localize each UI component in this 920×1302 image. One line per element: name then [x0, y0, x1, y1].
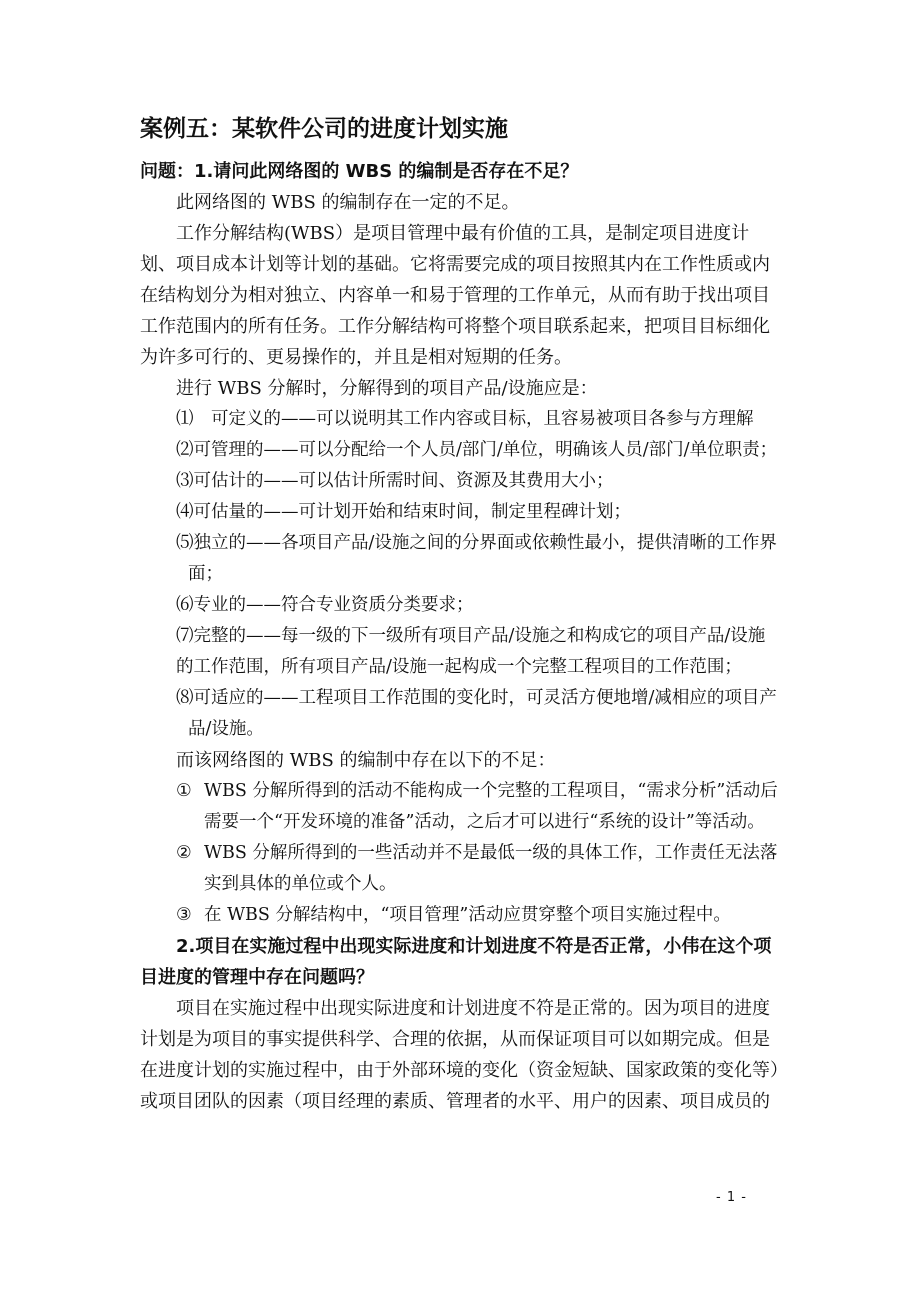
document-title: 案例五：某软件公司的进度计划实施	[140, 116, 508, 142]
question-2: 2.项目在实施过程中出现实际进度和计划进度不符是否正常，小伟在这个项目进度的管理中存在问题吗？	[140, 936, 772, 988]
criteria-item: ⑸独立的——各项目产品/设施之间的分界面或依赖性最小，提供清晰的工作界面；	[176, 533, 777, 584]
criteria-item: ⑷可估量的——可计划开始和结束时间，制定里程碑计划；	[176, 502, 631, 522]
shortcoming-item	[140, 900, 780, 931]
criteria-item: ⑺完整的——每一级的下一级所有项目产品/设施之和构成它的项目产品/设施的工作范围，所有项目产品/设施一起构成一个完整工程项目的工作范围；	[176, 626, 766, 677]
paragraph-wbs-requirements: 进行 WBS 分解时，分解得到的项目产品/设施应是：	[176, 378, 598, 399]
page-number: - 1 -	[716, 1190, 747, 1205]
shortcoming-bullet: ③	[176, 905, 192, 925]
shortcoming-text: 在 WBS 分解结构中，“项目管理”活动应贯穿整个项目实施过程中。	[204, 905, 731, 925]
shortcoming-item	[140, 776, 780, 838]
paragraph-shortcomings-intro: 而该网络图的 WBS 的编制中存在以下的不足：	[176, 750, 556, 771]
document-body	[140, 112, 780, 1117]
criteria-item: ⑶可估计的——可以估计所需时间、资源及其费用大小；	[176, 471, 614, 491]
shortcoming-bullet: ②	[176, 843, 192, 863]
paragraph-wbs-definition: 工作分解结构(WBS）是项目管理中最有价值的工具，是制定项目进度计划、项目成本计划等计划的基础。它将需要完成的项目按照其内在工作性质或内在结构划分为相对独立、内容单一和易于管理的工作单元，从而有助于找出项目工作范围内的所有任务。工作分解结构可将整个项目联系起来，把项目目标细化为许多可行的、更易操作的，并且是相对短期的任务。	[140, 223, 770, 368]
shortcoming-text: WBS 分解所得到的活动不能构成一个完整的工程项目，“需求分析”活动后需要一个“开发环境的准备”活动，之后才可以进行“系统的设计”等活动。	[204, 781, 778, 832]
criteria-item: ⑻可适应的——工程项目工作范围的变化时，可灵活方便地增/减相应的项目产品/设施。	[176, 688, 777, 739]
paragraph-answer-2: 项目在实施过程中出现实际进度和计划进度不符是正常的。因为项目的进度计划是为项目的事实提供科学、合理的依据，从而保证项目可以如期完成。但是在进度计划的实施过程中，由于外部环境的变化（资金短缺、国家政策的变化等）或项目团队的因素（项目经理的素质、管理者的水平、用户的因素、项目成员的	[140, 998, 779, 1112]
question-1: 问题：1.请问此网络图的 WBS 的编制是否存在不足？	[140, 161, 579, 182]
criteria-item: ⑴ 可定义的——可以说明其工作内容或目标，且容易被项目各参与方理解	[176, 409, 754, 429]
shortcoming-item	[140, 838, 780, 900]
criteria-item: ⑵可管理的——可以分配给一个人员/部门/单位，明确该人员/部门/单位职责；	[176, 440, 778, 460]
paragraph-1: 此网络图的 WBS 的编制存在一定的不足。	[176, 192, 520, 213]
shortcoming-text: WBS 分解所得到的一些活动并不是最低一级的具体工作，工作责任无法落实到具体的单位或个人。	[204, 843, 778, 894]
shortcoming-bullet: ①	[176, 781, 192, 801]
criteria-item: ⑹专业的——符合专业资质分类要求；	[176, 595, 474, 615]
